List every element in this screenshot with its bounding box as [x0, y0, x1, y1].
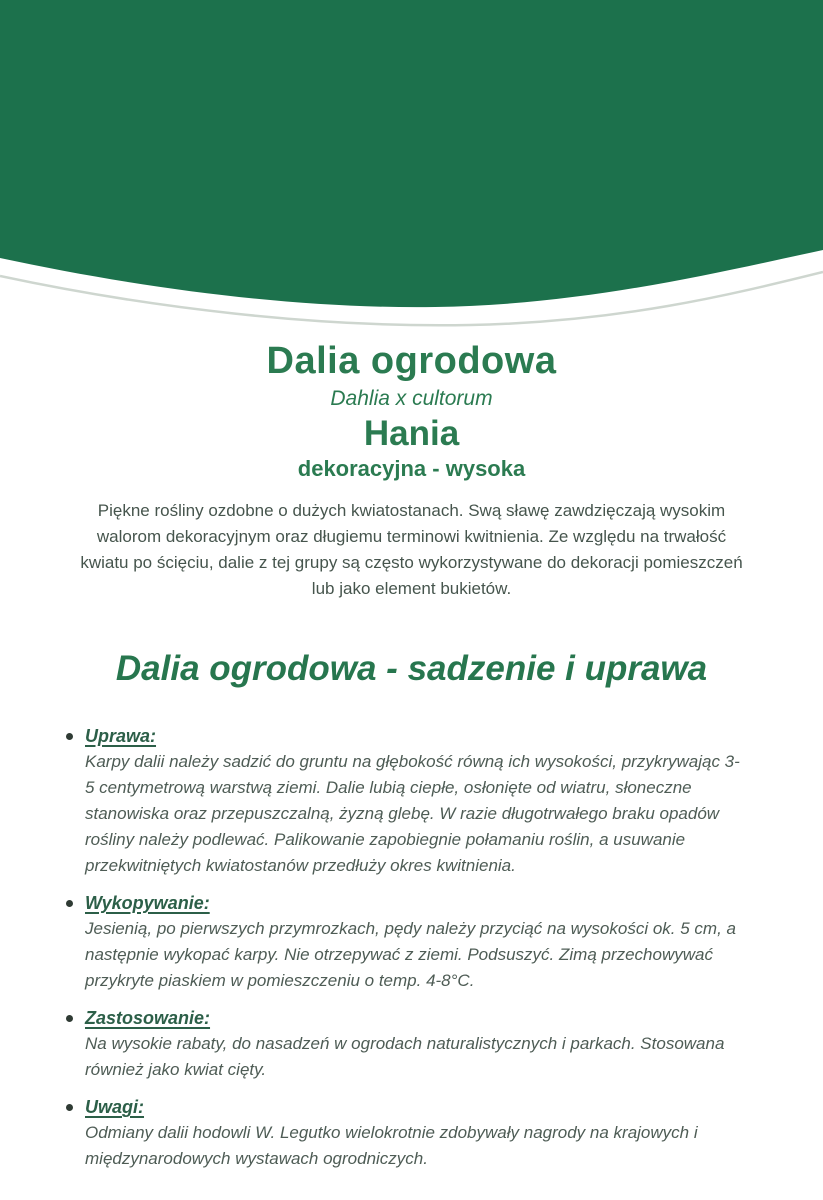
section-wykopywanie — [66, 890, 756, 994]
section-uprawa — [66, 723, 756, 879]
section-label: Zastosowanie: — [85, 1007, 211, 1028]
bullet-icon — [66, 900, 73, 907]
title-block — [0, 340, 823, 481]
page-title: Dalia ogrodowa — [266, 340, 557, 382]
section-label: Wykopywanie: — [85, 892, 210, 913]
section-text: Jesienią, po pierwszych przymrozkach, pędy należy przyciąć na wysokości ok. 5 cm, a następnie wykopać karpy. Nie otrzepywać z ziemi. Podsuszyć. Zimą przechowywać przykryte piaskiem w pomieszczeniu o temp. 4-8°C. — [85, 919, 736, 991]
header-wave-shape — [0, 0, 823, 307]
bullet-icon — [66, 733, 73, 740]
section-text: Odmiany dalii hodowli W. Legutko wielokrotnie zdobywały nagrody na krajowych i międzynarodowych wystawach ogrodniczych. — [85, 1123, 698, 1169]
latin-name: Dahlia x cultorum — [330, 386, 493, 410]
section-label: Uwagi: — [85, 1096, 145, 1117]
section-uwagi — [66, 1094, 756, 1172]
section-text: Na wysokie rabaty, do nasadzeń w ogrodach naturalistycznych i parkach. Stosowana również jako kwiat cięty. — [85, 1034, 725, 1080]
bullet-icon — [66, 1015, 73, 1022]
intro-paragraph: Piękne rośliny ozdobne o dużych kwiatostanach. Swą sławę zawdzięczają wysokim walorom dekoracyjnym oraz długiemu terminowi kwitnienia. Ze względu na trwałość kwiatu po ścięciu, dalie z tej grupy są często wykorzystywane do dekoracji pomieszczeń lub jako element bukietów. — [80, 501, 743, 599]
section-zastosowanie — [66, 1005, 756, 1083]
bullet-icon — [66, 1104, 73, 1111]
section-label: Uprawa: — [85, 725, 157, 746]
section-text: Karpy dalii należy sadzić do gruntu na głębokość równą ich wysokości, przykrywając 3-5 centymetrową warstwą ziemi. Dalie lubią ciepłe, osłonięte od wiatru, słoneczne stanowiska oraz przepuszczalną, żyzną glebę. W razie długotrwałego braku opadów rośliny należy podlewać. Palikowanie zapobiegnie połamaniu roślin, a usuwanie przekwitniętych kwiatostanów przedłuży okres kwitnienia. — [85, 752, 740, 876]
section-heading: Dalia ogrodowa - sadzenie i uprawa — [115, 649, 708, 689]
variety-type: dekoracyjna - wysoka — [297, 455, 526, 481]
variety-name: Hania — [363, 413, 460, 453]
header-wave — [0, 0, 823, 340]
care-sections — [66, 723, 756, 1172]
